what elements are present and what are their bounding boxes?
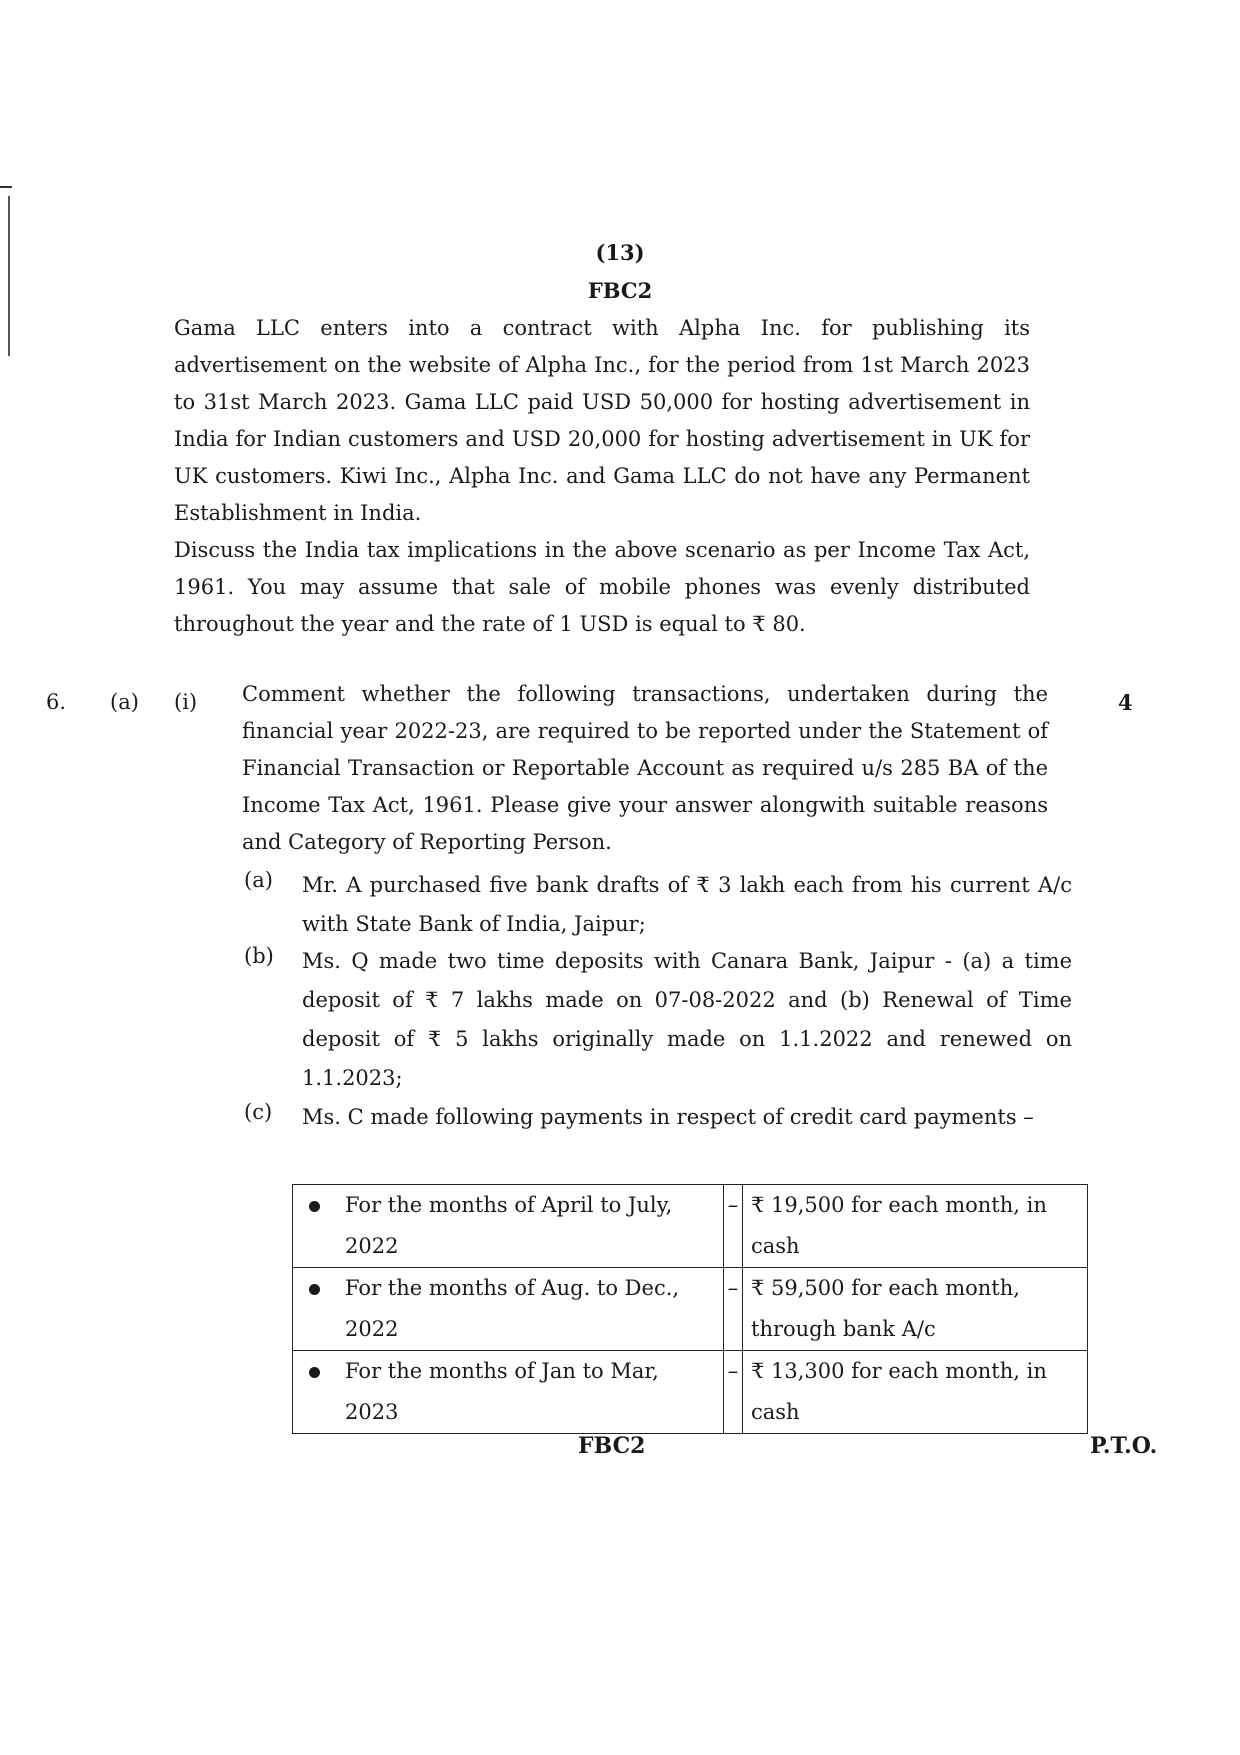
question-number: 6. xyxy=(46,690,67,714)
bullet-icon xyxy=(309,1201,320,1212)
credit-card-payments-table xyxy=(292,1184,1088,1434)
item-text-c: Ms. C made following payments in respect of credit card payments – xyxy=(302,1105,1034,1129)
question-marks: 4 xyxy=(1118,690,1133,715)
question-text: Comment whether the following transactions, undertaken during the financial year 2022-23, are required to be reported under the Statement of Financial Transaction or Reportable Account as required u/s 285 BA of the Income Tax Act, 1961. Please give your answer alongwith suitable reasons and Category of Reporting Person. xyxy=(242,682,1048,854)
payment-period: For the months of April to July, 2022 xyxy=(345,1193,673,1258)
intro-paragraph-2: Discuss the India tax implications in the above scenario as per Income Tax Act, 1961. You may assume that sale of mobile phones was evenly distributed throughout the year and the rate of 1 USD is equal to ₹ 80. xyxy=(174,538,1030,636)
question-subpart: (i) xyxy=(174,690,198,714)
item-label-b: (b) xyxy=(244,944,274,968)
item-text-a: Mr. A purchased five bank drafts of ₹ 3 lakh each from his current A/c with State Bank of India, Jaipur; xyxy=(302,873,1072,936)
page-edge-mark xyxy=(0,186,12,188)
table-row xyxy=(293,1185,1088,1268)
paper-code-header: FBC2 xyxy=(587,278,653,303)
payment-period: For the months of Aug. to Dec., 2022 xyxy=(345,1276,680,1341)
question-part: (a) xyxy=(110,690,139,714)
table-row xyxy=(293,1351,1088,1434)
bullet-icon xyxy=(309,1284,320,1295)
bullet-icon xyxy=(309,1367,320,1378)
paper-code-footer: FBC2 xyxy=(578,1433,646,1459)
item-text-b: Ms. Q made two time deposits with Canara Bank, Jaipur - (a) a time deposit of ₹ 7 lakhs made on 07-08-2022 and (b) Renewal of Time deposit of ₹ 5 lakhs originally made on 1.1.2022 and renewed on 1.1.2023; xyxy=(302,949,1072,1090)
page-number: (13) xyxy=(595,240,645,265)
pto-label: P.T.O. xyxy=(1090,1433,1158,1459)
payment-amount: ₹ 19,500 for each month, in cash xyxy=(743,1185,1088,1268)
page-edge-line xyxy=(8,196,10,356)
payment-amount: ₹ 13,300 for each month, in cash xyxy=(743,1351,1088,1434)
item-label-c: (c) xyxy=(244,1100,273,1124)
payment-dash: – xyxy=(724,1268,743,1351)
payment-dash: – xyxy=(724,1351,743,1434)
table-row xyxy=(293,1268,1088,1351)
payment-amount: ₹ 59,500 for each month, through bank A/c xyxy=(743,1268,1088,1351)
intro-paragraph-1: Gama LLC enters into a contract with Alpha Inc. for publishing its advertisement on the website of Alpha Inc., for the period from 1st March 2023 to 31st March 2023. Gama LLC paid USD 50,000 for hosting advertisement in India for Indian customers and USD 20,000 for hosting advertisement in UK for UK customers. Kiwi Inc., Alpha Inc. and Gama LLC do not have any Permanent Establishment in India. xyxy=(174,316,1030,525)
payment-dash: – xyxy=(724,1185,743,1268)
payment-period: For the months of Jan to Mar, 2023 xyxy=(345,1359,659,1424)
item-label-a: (a) xyxy=(244,868,273,892)
